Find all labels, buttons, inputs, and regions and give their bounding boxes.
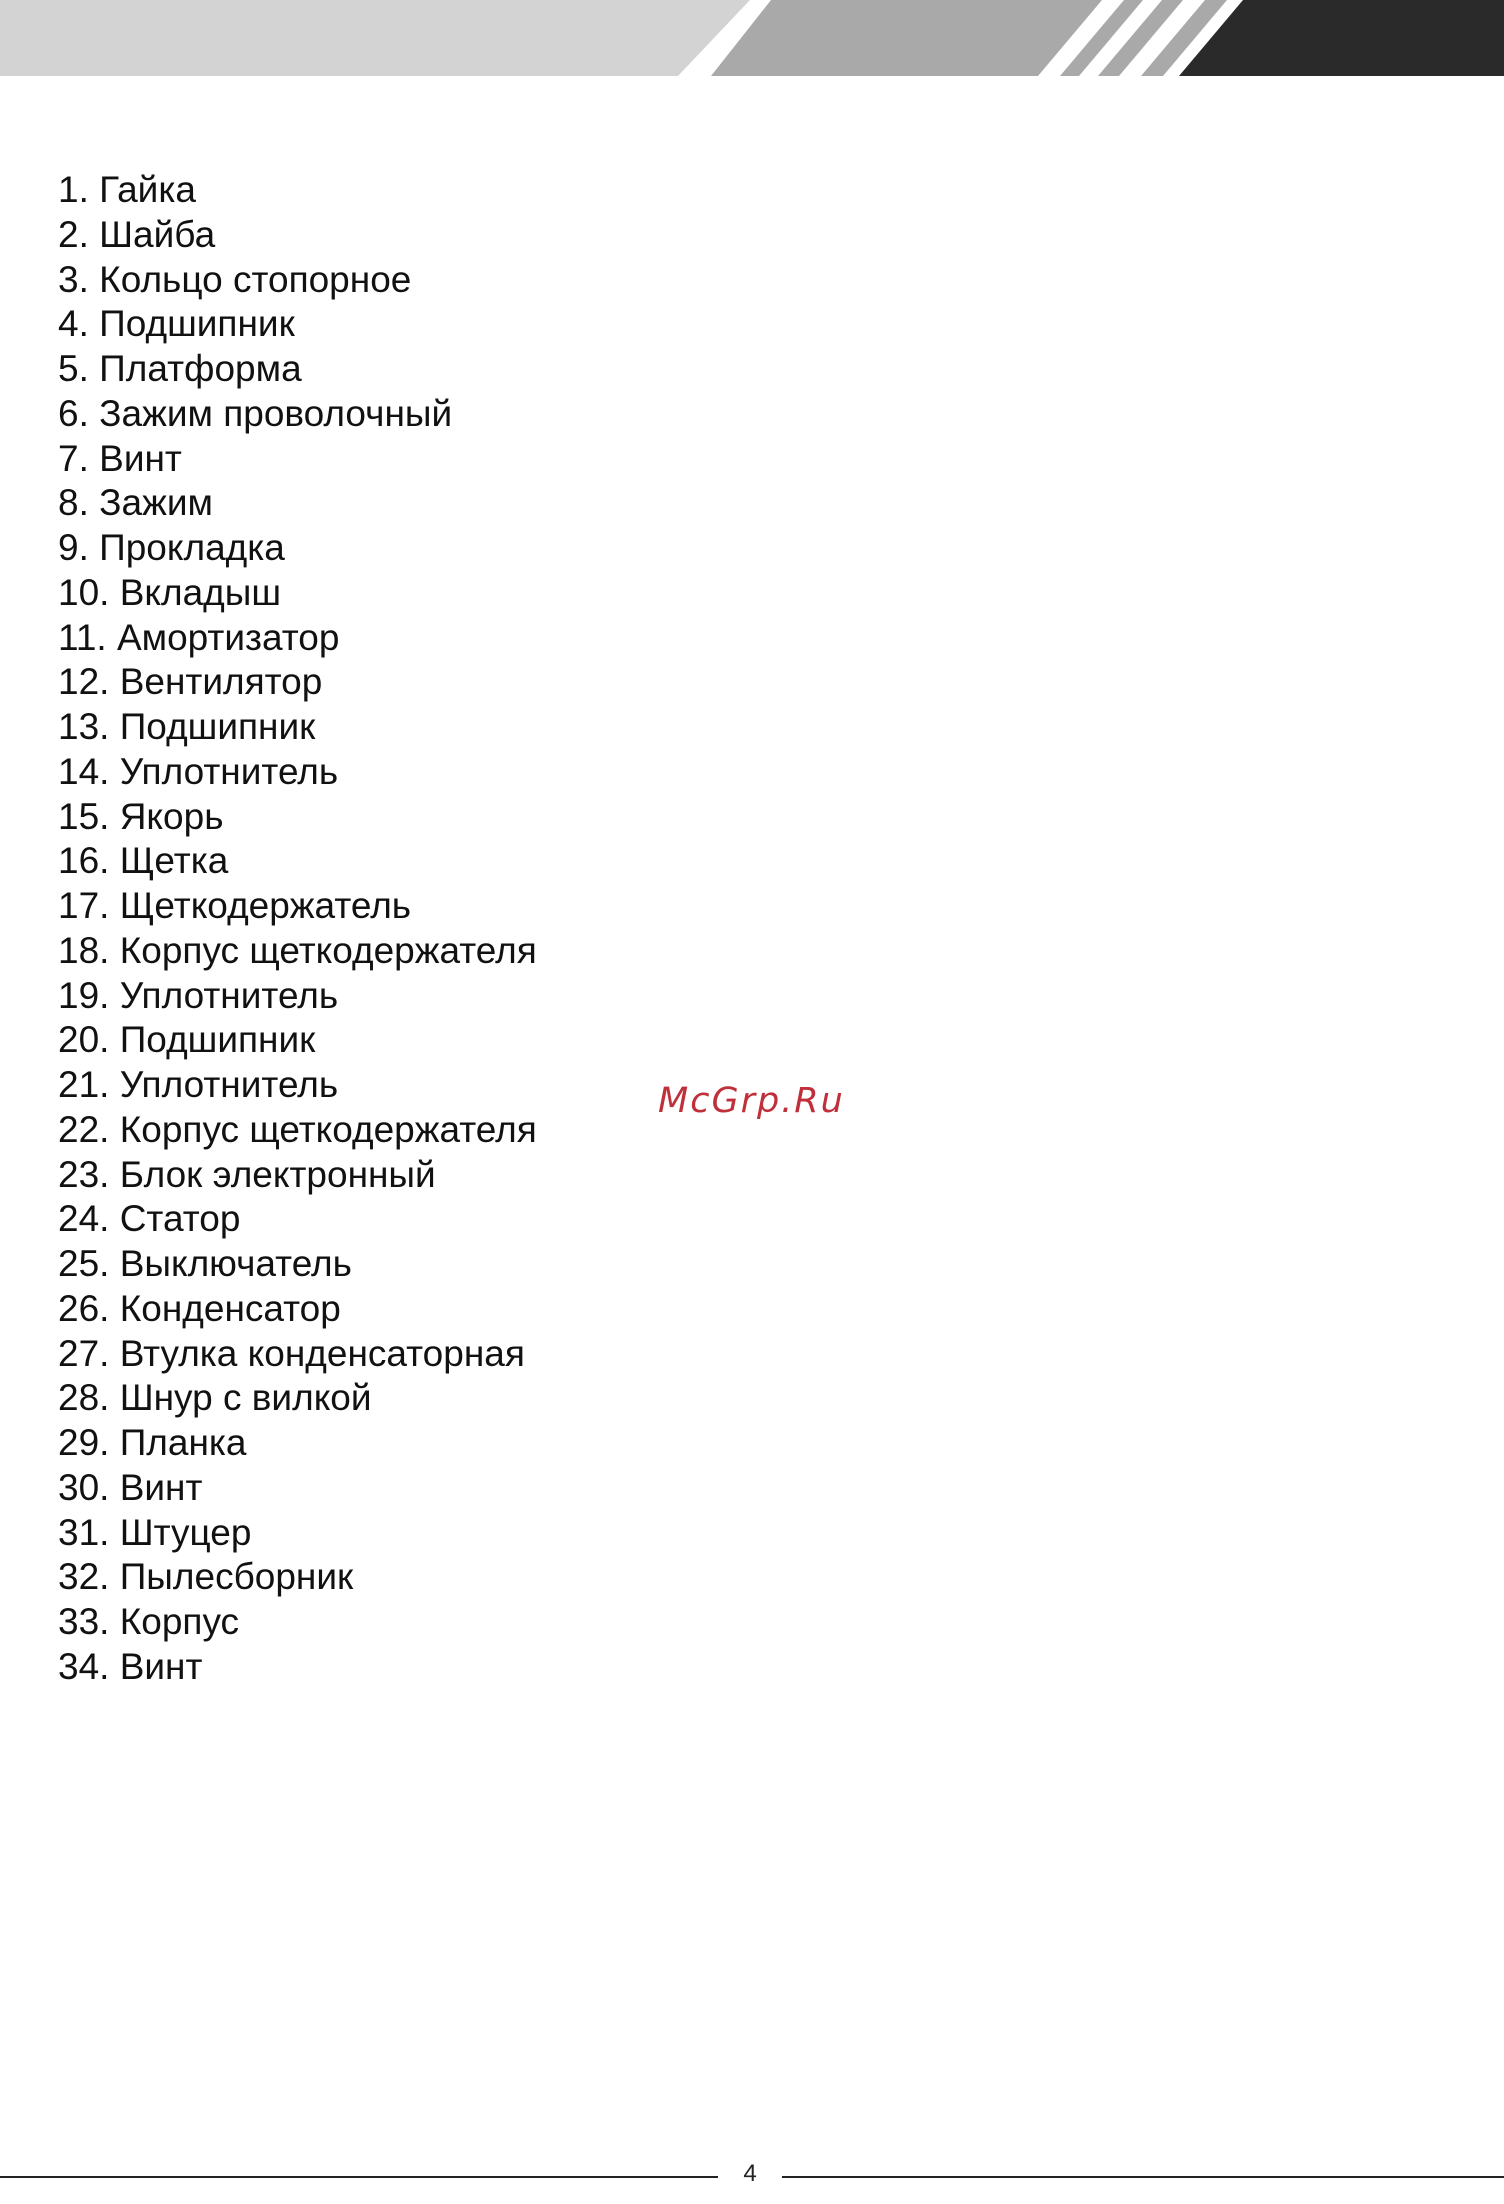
parts-list-item: 24. Статор [58,1198,241,1240]
parts-list-item: 21. Уплотнитель [58,1064,339,1105]
parts-list-item: 17. Щеткодержатель [58,885,412,926]
header-mid-band [711,0,1102,76]
parts-list [58,168,537,1690]
page-number: 4 [743,2160,757,2187]
parts-list-item: 1. Гайка [58,169,196,210]
header-decoration [0,0,1504,76]
watermark: McGrp.Ru [658,1081,845,1121]
parts-list-item: 8. Зажим [58,482,213,524]
parts-list-item: 9. Прокладка [58,527,285,568]
parts-list-item: 15. Якорь [58,795,224,837]
parts-list-item: 20. Подшипник [58,1019,316,1061]
parts-list-item: 27. Втулка конденсаторная [58,1332,525,1374]
parts-list-item: 26. Конденсатор [58,1287,341,1329]
parts-list-item: 11. Амортизатор [58,616,340,658]
footer-rule-left [0,2176,718,2178]
parts-list-item: 29. Планка [58,1422,247,1463]
parts-list-item: 10. Вкладыш [58,571,282,613]
header-dark-band [1179,0,1504,76]
parts-list-item: 16. Щетка [58,840,229,882]
header-light-band [0,0,750,76]
parts-list-item: 25. Выключатель [58,1243,352,1284]
parts-list-item: 22. Корпус щеткодержателя [58,1108,537,1150]
parts-list-item: 4. Подшипник [58,303,295,345]
parts-list-item: 13. Подшипник [58,706,316,747]
parts-list-item: 18. Корпус щеткодержателя [58,929,537,971]
parts-list-item: 31. Штуцер [58,1511,252,1553]
parts-list-item: 5. Платформа [58,348,302,389]
parts-list-item: 7. Винт [58,437,182,479]
parts-list-item: 28. Шнур с вилкой [58,1377,372,1419]
parts-list-item: 34. Винт [58,1645,203,1687]
parts-list-item: 12. Вентилятор [58,661,323,703]
parts-list-item: 3. Кольцо стопорное [58,258,412,300]
parts-list-item: 19. Уплотнитель [58,974,339,1016]
parts-list-item: 23. Блок электронный [58,1153,436,1195]
parts-list-item: 32. Пылесборник [58,1556,354,1598]
parts-list-item: 2. Шайба [58,213,216,255]
parts-list-item: 30. Винт [58,1466,203,1508]
footer-rule-right [782,2176,1504,2178]
parts-list-item: 14. Уплотнитель [58,750,339,792]
parts-list-item: 33. Корпус [58,1601,240,1642]
parts-list-item: 6. Зажим проволочный [58,392,453,434]
